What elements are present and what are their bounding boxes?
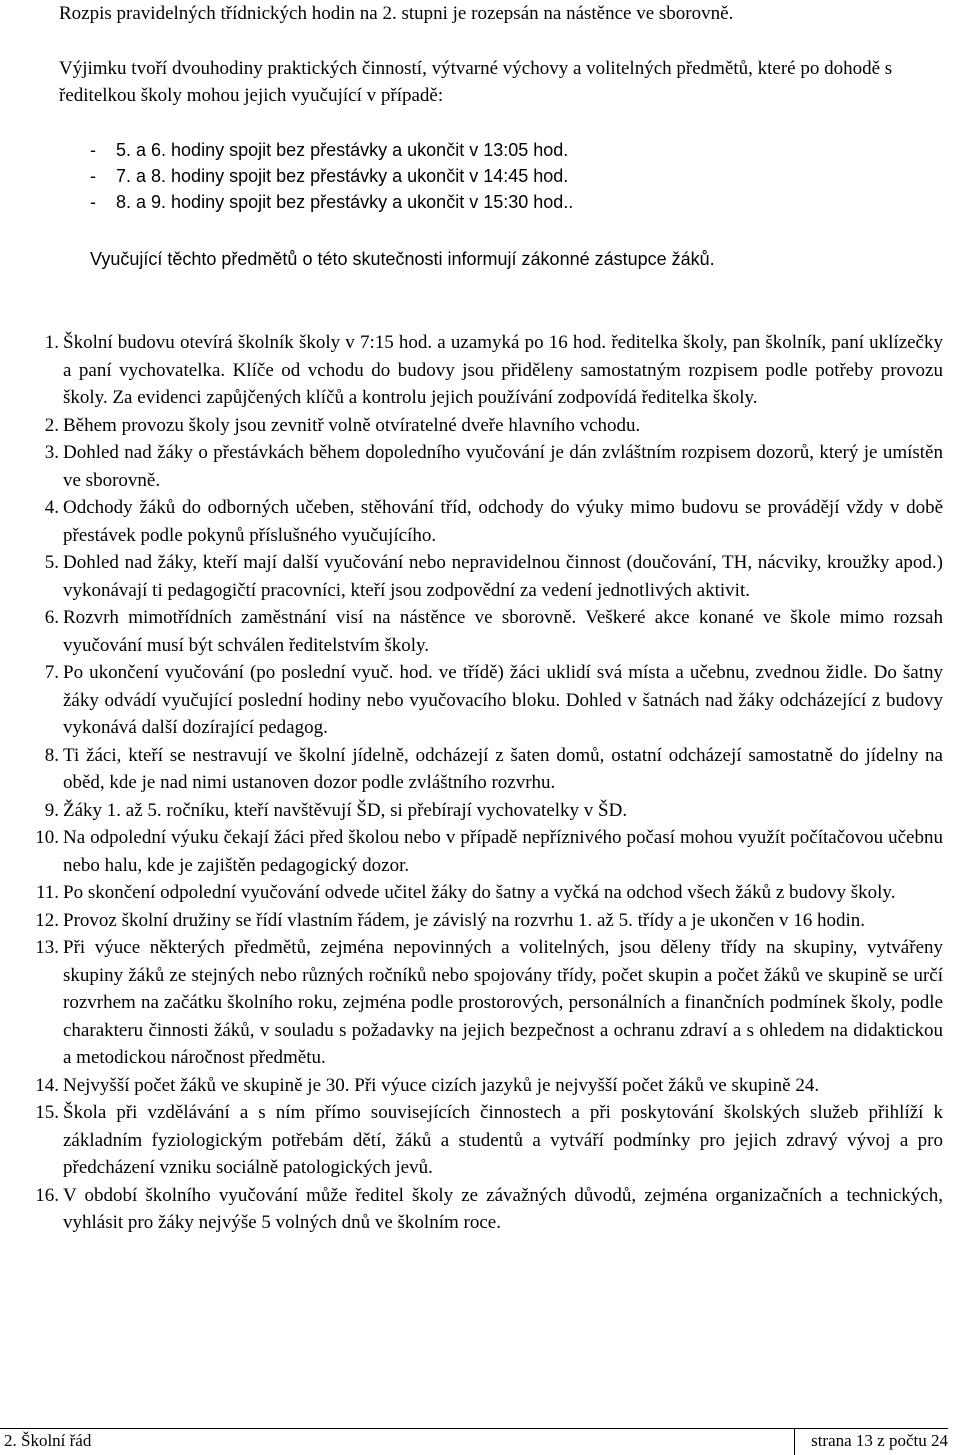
rule-item bbox=[21, 494, 943, 549]
list-item-text: 8. a 9. hodiny spojit bez přestávky a ukončit v 15:30 hod.. bbox=[116, 192, 574, 212]
rule-text: Školní budovu otevírá školník školy v 7:15 hod. a uzamyká po 16 hod. ředitelka školy, pan školník, paní uklízečky a paní vychovatelka. Klíče od vchodu do budovy jsou přiděleny samostatným rozpisem podle potřeby provozu školy. Za evidenci zapůjčených klíčů a kontrolu jejich používání zodpovídá ředitelka školy. bbox=[63, 332, 943, 408]
rule-number: 3. bbox=[44, 442, 59, 463]
rules-list bbox=[21, 329, 943, 1237]
list-dash: - bbox=[90, 192, 96, 212]
rule-number: 4. bbox=[44, 497, 59, 518]
rule-item bbox=[21, 742, 943, 797]
rule-text: Na odpolední výuku čekají žáci před školou nebo v případě nepříznivého počasí mohou využít počítačovou učebnu nebo halu, kde je zajištěn pedagogický dozor. bbox=[63, 827, 943, 876]
rule-item bbox=[21, 879, 943, 907]
rule-number: 13. bbox=[35, 937, 59, 958]
list-item bbox=[90, 137, 573, 163]
rule-text: Během provozu školy jsou zevnitř volně otvíratelné dveře hlavního vchodu. bbox=[63, 414, 641, 436]
rule-number: 9. bbox=[44, 799, 59, 821]
list-item bbox=[90, 189, 573, 215]
rule-number: 16. bbox=[35, 1184, 59, 1206]
rule-number: 6. bbox=[44, 607, 59, 628]
footer-section-title: 2. Školní řád bbox=[0, 1429, 795, 1455]
rule-item bbox=[21, 797, 943, 825]
rule-item bbox=[21, 907, 943, 935]
rule-item bbox=[21, 1072, 943, 1100]
rule-number: 2. bbox=[44, 414, 59, 436]
rule-text: Provoz školní družiny se řídí vlastním řádem, je závislý na rozvrhu 1. až 5. třídy a je ukončen v 16 hodin. bbox=[63, 909, 866, 931]
rule-number: 1. bbox=[44, 332, 59, 353]
rule-item bbox=[21, 412, 943, 440]
rule-number: 14. bbox=[35, 1074, 59, 1096]
rule-text: Škola při vzdělávání a s ním přímo souvisejících činnostech a při poskytování školských služeb přihlíží k základním fyziologickým potřebám dětí, žáků a studentů a vytváří podmínky pro jejich zdravý vývoj a pro předcházení vzniku sociálně patologických jevů. bbox=[63, 1102, 943, 1178]
rule-text: Ti žáci, kteří se nestravují ve školní jídelně, odcházejí z šaten domů, ostatní odcházejí samostatně do jídelny na oběd, kde je nad nimi ustanoven dozor podle zvláštního rozvrhu. bbox=[63, 744, 943, 793]
exception-paragraph: Výjimku tvoří dvouhodiny praktických činností, výtvarné výchovy a volitelných předmětů, které po dohodě s ředitelkou školy mohou jejich vyučující v případě: bbox=[59, 58, 893, 107]
list-item-text: 7. a 8. hodiny spojit bez přestávky a ukončit v 14:45 hod. bbox=[116, 166, 569, 186]
rule-text: Při výuce některých předmětů, zejména nepovinných a volitelných, jsou děleny třídy na skupiny, vytvářeny skupiny žáků ze stejných nebo různých ročníků nebo spojovány třídy, počet skupin a počet žáků ve skupině se určí rozvrhem na začátku školního roku, zejména podle prostorových, personálních a finančních podmínek školy, podle charakteru činnosti žáků, v souladu s požadavky na jejich bezpečnost a ochranu zdraví a s ohledem na didaktickou a metodickou náročnost předmětu. bbox=[63, 937, 943, 1068]
rule-number: 7. bbox=[44, 662, 59, 683]
rule-number: 8. bbox=[44, 744, 59, 766]
list-item bbox=[90, 163, 573, 189]
rule-item bbox=[21, 439, 943, 494]
rule-item bbox=[21, 329, 943, 412]
sub-list bbox=[90, 137, 573, 215]
rule-number: 12. bbox=[35, 909, 59, 931]
rule-item bbox=[21, 824, 943, 879]
rule-number: 15. bbox=[35, 1102, 59, 1123]
page-footer bbox=[0, 1428, 948, 1455]
rule-text: Rozvrh mimotřídních zaměstnání visí na nástěnce ve sborovně. Veškeré akce konané ve škole mimo rozsah vyučování musí být schválen ředitelstvím školy. bbox=[63, 607, 943, 656]
list-item-text: 5. a 6. hodiny spojit bez přestávky a ukončit v 13:05 hod. bbox=[116, 140, 569, 160]
sub-note: Vyučující těchto předmětů o této skutečnosti informují zákonné zástupce žáků. bbox=[90, 249, 715, 269]
rule-text: Odchody žáků do odborných učeben, stěhování tříd, odchody do výuky mimo budovu se provádějí vždy v době přestávek podle pokynů příslušného vyučujícího. bbox=[63, 497, 943, 546]
rule-item bbox=[21, 659, 943, 742]
rule-text: Po ukončení vyučování (po poslední vyuč. hod. ve třídě) žáci uklidí svá místa a učebnu, zvednou židle. Do šatny žáky odvádí vyučující poslední hodiny nebo vyučovacího bloku. Dohled v šatnách nad žáky odcházející z budovy vykonává další dozírající pedagog. bbox=[63, 662, 943, 738]
rule-text: Po skončení odpolední vyučování odvede učitel žáky do šatny a vyčká na odchod všech žáků z budovy školy. bbox=[63, 882, 896, 903]
rule-text: Žáky 1. až 5. ročníku, kteří navštěvují ŠD, si přebírají vychovatelky v ŠD. bbox=[63, 799, 628, 821]
rule-text: Dohled nad žáky o přestávkách během dopoledního vyučování je dán zvláštním rozpisem dozorů, který je umístěn ve sborovně. bbox=[63, 442, 943, 491]
rule-text: Dohled nad žáky, kteří mají další vyučování nebo nepravidelnou činnost (doučování, TH, nácviky, kroužky apod.) vykonávají ti pedagogičtí pracovníci, kteří jsou zodpovědní za vedení jednotlivých aktivit. bbox=[63, 552, 943, 601]
rule-item bbox=[21, 604, 943, 659]
intro-paragraph: Rozpis pravidelných třídnických hodin na 2. stupni je rozepsán na nástěnce ve sborovně. bbox=[59, 3, 734, 24]
rule-number: 10. bbox=[35, 827, 59, 848]
rule-text: V období školního vyučování může ředitel školy ze závažných důvodů, zejména organizačních a technických, vyhlásit pro žáky nejvýše 5 volných dnů ve školním roce. bbox=[63, 1184, 943, 1233]
rule-item bbox=[21, 934, 943, 1072]
rule-number: 11. bbox=[35, 882, 59, 903]
rule-number: 5. bbox=[44, 552, 59, 573]
rule-item bbox=[21, 1099, 943, 1182]
list-dash: - bbox=[90, 166, 96, 186]
list-dash: - bbox=[90, 140, 96, 160]
rule-text: Nejvyšší počet žáků ve skupině je 30. Při výuce cizích jazyků je nejvyšší počet žáků ve skupině 24. bbox=[63, 1074, 820, 1096]
rule-item bbox=[21, 549, 943, 604]
rule-item bbox=[21, 1182, 943, 1237]
footer-page-number: strana 13 z počtu 24 bbox=[811, 1431, 948, 1450]
